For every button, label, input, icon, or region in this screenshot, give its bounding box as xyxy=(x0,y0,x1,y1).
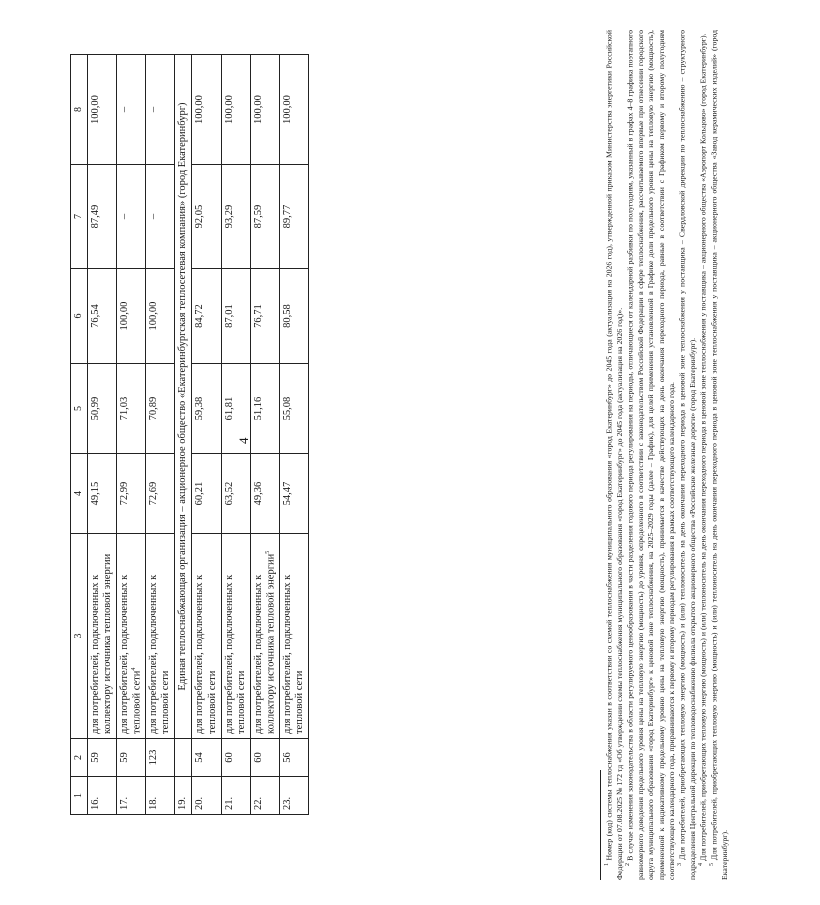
table-cell-c7: 89,77 xyxy=(280,165,309,269)
table-header-row xyxy=(71,55,88,815)
footnote-mark: 4 xyxy=(698,863,705,866)
table-cell-c8: 100,00 xyxy=(250,55,280,165)
footnote-text: Номер (код) системы теплоснабжения указан в соответствии со схемой теплоснабжения муниципального образования «город Екатеринбург» до 2045 года (актуализация на 2026 год), утвержденной приказом Министерства энергетики Российской Федерации от 07.08.2025 № 172 тд «Об утверждении схемы теплоснабжения муниципального образования «город Екатеринбург» до 2045 года (актуализация на 2026 год)». xyxy=(604,30,624,880)
table-cell-c7: 92,05 xyxy=(192,165,221,269)
table-cell-c4: 54,47 xyxy=(280,454,309,534)
table-cell-c1: 18. xyxy=(146,777,175,815)
table-cell-c3 xyxy=(146,534,175,739)
table-cell-c2: 59 xyxy=(116,739,146,777)
table-cell-c2: 54 xyxy=(192,739,221,777)
consumer-description: для потребителей, подключенных к тепловой сети xyxy=(223,574,247,734)
table-cell-c3 xyxy=(116,534,146,739)
table-cell-c4: 63,52 xyxy=(221,454,250,534)
consumer-description: для потребителей, подключенных к коллектору источника тепловой энергии xyxy=(252,553,277,734)
table-cell-c8: – xyxy=(146,55,175,165)
column-header: 1 xyxy=(71,777,88,815)
column-header: 6 xyxy=(71,269,88,364)
table-cell-c2: 59 xyxy=(87,739,116,777)
table-row xyxy=(175,55,192,815)
table-cell-c2: 56 xyxy=(280,739,309,777)
table-row xyxy=(146,55,175,815)
footnote xyxy=(709,30,730,880)
tariff-table-block xyxy=(70,55,360,815)
table-cell-c5: 59,38 xyxy=(192,364,221,454)
footnote xyxy=(698,30,709,880)
footnote-text: Для потребителей, приобретающих тепловую энергию (мощность) и (или) теплоноситель на день окончания переходного периода в ценовой зоне теплоснабжения у поставщика – акционерного общества «Завод керамических изделий» (город Екатеринбург). xyxy=(709,30,730,880)
tariff-table xyxy=(70,54,309,815)
footnote-ref: 4 xyxy=(130,667,137,671)
column-header: 5 xyxy=(71,364,88,454)
table-cell-c2 xyxy=(175,739,192,777)
table-cell-c5: 71,03 xyxy=(116,364,146,454)
table-cell-c1: 23. xyxy=(280,777,309,815)
table-cell-c2: 60 xyxy=(221,739,250,777)
consumer-description: для потребителей, подключенных к коллектору источника тепловой энергии xyxy=(89,553,113,734)
table-cell-c6: 100,00 xyxy=(116,269,146,364)
table-cell-c5: 51,16 xyxy=(250,364,280,454)
table-cell-c8: – xyxy=(116,55,146,165)
footnote-text: Для потребителей, приобретающих тепловую энергию (мощность) и (или) теплоноситель на день окончания переходного периода в ценовой зоне теплоснабжения у поставщика – Свердловской дирекции по теплоснабжению – структурного подразделения Центральной дирекции по тепловодоснабжению филиала открытого акционерного общества «Российские железные дороги» (город Екатеринбург). xyxy=(677,30,698,880)
table-cell-c8: 100,00 xyxy=(192,55,221,165)
table-cell-c4: 49,15 xyxy=(87,454,116,534)
table-cell-span_text: Единая теплоснабжающая организация – акционерное общество «Екатеринбургская теплосетевая компания» (город Екатеринбург) xyxy=(175,55,192,739)
footnotes xyxy=(600,30,820,880)
table-cell-c6: 76,71 xyxy=(250,269,280,364)
consumer-description: для потребителей, подключенных к тепловой сети xyxy=(194,574,218,734)
table-cell-c8: 100,00 xyxy=(280,55,309,165)
table-cell-c4: 49,36 xyxy=(250,454,280,534)
footnote xyxy=(677,30,698,880)
table-cell-c1: 19. xyxy=(175,777,192,815)
footnote-text: В случае изменения законодательства в области регулируемого ценообразования в части разделения годового периода регулирования на периоды, отличающиеся от календарной разбивки по полугодиям, указанный в графах 4–8 графика поэтапного равномерного доведения предельного уровня цены на тепловую энергию (мощность) до уровня, определенного в соответствии с законодательством Российской Федерации в сфере теплоснабжения, рассчитываемого впервые при отнесении городского округа муниципального образования «город Екатеринбург» к ценовой зоне теплоснабжения, на 2025–2029 годы (далее – График), для целей применения установленной в Графике доли предельного уровня цены на тепловую энергию (мощность), примененной к индикативному предельному уровню цены на тепловую энергию (мощность), принимается в качестве действующих на день окончания переходного периода, равные в соответствии с Графиком первому и второму полугодиям соответствующего календарного года, приравниваются к первому и второму периодам регулирования в рамках соответствующего календарного года. xyxy=(625,30,676,880)
footnote-mark: 2 xyxy=(625,863,632,866)
table-cell-c3 xyxy=(192,534,221,739)
table-cell-c3 xyxy=(250,534,280,739)
page-number: 4 xyxy=(236,437,251,444)
table-cell-c7: 93,29 xyxy=(221,165,250,269)
consumer-description: для потребителей, подключенных к тепловой сети xyxy=(282,574,306,734)
table-cell-c1: 22. xyxy=(250,777,280,815)
table-cell-c4: 72,99 xyxy=(116,454,146,534)
footnote xyxy=(625,30,677,880)
table-cell-c6: 80,58 xyxy=(280,269,309,364)
table-cell-c3 xyxy=(280,534,309,739)
table-cell-c8: 100,00 xyxy=(87,55,116,165)
footnote-text: Для потребителей, приобретающих тепловую энергию (мощность) и (или) теплоноситель на день окончания переходного периода в ценовой зоне теплоснабжения у поставщика – акционерного общества «Аэропорт Кольцово» (город Екатеринбург). xyxy=(698,33,708,862)
footnote-mark: 5 xyxy=(709,863,716,866)
table-cell-c6: 76,54 xyxy=(87,269,116,364)
table-cell-c1: 16. xyxy=(87,777,116,815)
footnote xyxy=(604,30,625,880)
table-cell-c3 xyxy=(221,534,250,739)
table-row xyxy=(87,55,116,815)
column-header: 7 xyxy=(71,165,88,269)
column-header: 4 xyxy=(71,454,88,534)
footnote-mark: 1 xyxy=(604,863,610,866)
column-header: 8 xyxy=(71,55,88,165)
footnote-separator xyxy=(600,770,601,880)
table-cell-c7: 87,59 xyxy=(250,165,280,269)
table-cell-c5: 50,99 xyxy=(87,364,116,454)
table-cell-c7: – xyxy=(116,165,146,269)
consumer-description: для потребителей, подключенных к тепловой сети xyxy=(148,574,172,734)
footnote-mark: 3 xyxy=(677,863,684,866)
consumer-description: для потребителей, подключенных к тепловой сети xyxy=(118,574,143,734)
table-row xyxy=(192,55,221,815)
table-cell-c5: 55,08 xyxy=(280,364,309,454)
table-row xyxy=(280,55,309,815)
table-cell-c7: – xyxy=(146,165,175,269)
table-cell-c2: 60 xyxy=(250,739,280,777)
table-row xyxy=(221,55,250,815)
table-cell-c5: 70,89 xyxy=(146,364,175,454)
table-cell-c5: 61,81 xyxy=(221,364,250,454)
table-cell-c8: 100,00 xyxy=(221,55,250,165)
table-cell-c6: 84,72 xyxy=(192,269,221,364)
table-row xyxy=(116,55,146,815)
table-cell-c1: 20. xyxy=(192,777,221,815)
table-cell-c1: 17. xyxy=(116,777,146,815)
table-cell-c2: 123 xyxy=(146,739,175,777)
table-cell-c7: 87,49 xyxy=(87,165,116,269)
table-row xyxy=(250,55,280,815)
column-header: 2 xyxy=(71,739,88,777)
table-cell-c4: 72,69 xyxy=(146,454,175,534)
column-header: 3 xyxy=(71,534,88,739)
table-cell-c6: 87,01 xyxy=(221,269,250,364)
table-cell-c1: 21. xyxy=(221,777,250,815)
table-cell-c3 xyxy=(87,534,116,739)
footnote-ref: 5 xyxy=(264,550,271,554)
table-cell-c4: 60,21 xyxy=(192,454,221,534)
table-cell-c6: 100,00 xyxy=(146,269,175,364)
